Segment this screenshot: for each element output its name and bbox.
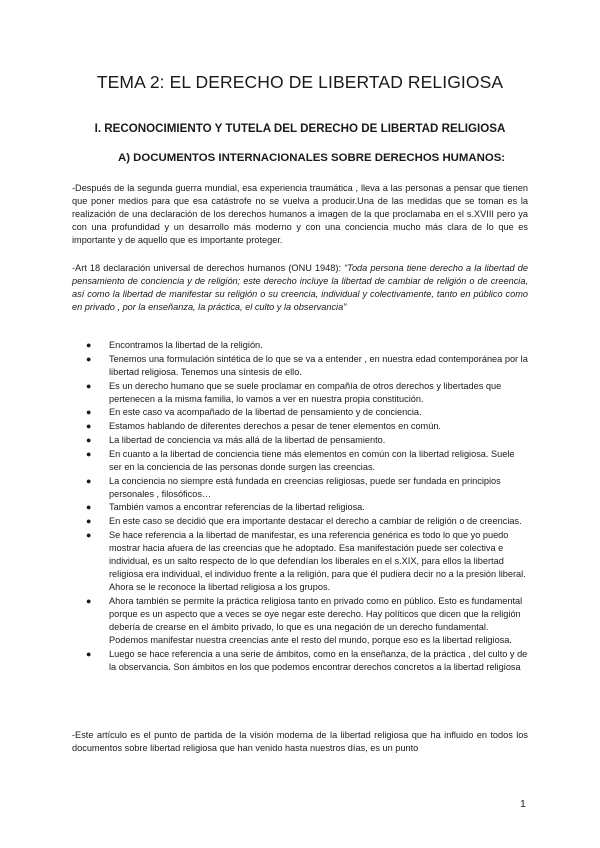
bullet-icon: ● [86,529,92,540]
page-number: 1 [520,798,526,810]
bullet-icon: ● [86,421,92,432]
bullet-icon: ● [86,407,92,418]
document-title: TEMA 2: EL DERECHO DE LIBERTAD RELIGIOSA [96,72,504,92]
list-item-text: Encontramos la libertad de la religión. [109,340,263,350]
list-item [72,475,528,501]
list-item [72,595,528,647]
bullet-list [72,339,528,674]
list-item-text: En cuanto a la libertad de conciencia tiene más elementos en común con la libertad religiosa. Suele ser en la conciencia de las personas donde surgen las creencias. [109,448,515,472]
paragraph-closing: -Este artículo es el punto de partida de la visión moderna de la libertad religiosa que ha influido en todos los documentos sobre libertad religiosa que han venido hasta nuestros días, es un punto [72,730,528,753]
list-item [72,353,528,379]
bullet-icon: ● [86,502,92,513]
bullet-icon: ● [86,648,92,659]
list-item-text: La conciencia no siempre está fundada en creencias religiosas, puede ser fundada en principios personales , filosóficos… [109,475,501,499]
list-item-text: Se hace referencia a la libertad de manifestar, es una referencia genérica es todo lo que yo puedo mostrar hacia afuera de las creencias que he adoptado. Esa manifestación puede ser colectiva e individual, es un salto respecto de lo que defendían los liberales en el s.XIX, para ellos la libertad religiosa era individual, el individuo frente a la religión, para que él pudiera decir no a la presión liberal. Ahora se le reconoce la libertad religiosa a los grupos. [109,529,526,592]
list-item [72,515,528,528]
article-quote: “Toda persona tiene derecho a la libertad de pensamiento de conciencia y de religión; este derecho incluye la libertad de cambiar de religión o de creencia, así como la libertad de manifestar su religión o su creencia, individual y colectivamente, tanto en público como en privado , por la enseñanza, la práctica, el culto y la observancia” [72,263,528,312]
section-heading: I. RECONOCIMIENTO Y TUTELA DEL DERECHO DE LIBERTAD RELIGIOSA [94,122,506,135]
bullet-icon: ● [86,434,92,445]
list-item-text: La libertad de conciencia va más allá de la libertad de pensamiento. [109,434,386,445]
list-item-text: Tenemos una formulación sintética de lo que se va a entender , en nuestra edad contemporánea por la libertad religiosa. Tenemos una síntesis de ello. [109,353,528,377]
paragraph-intro: -Después de la segunda guerra mundial, esa experiencia traumática , lleva a las personas a pensar que tienen que poner medios para que esa catástrofe no se vuelva a producir.Una de las medidas que se toman es la realización de una declaración de los derechos humanos a imagen de la que proclamaba en el s.XVIII pero ya con una profundidad y un desarrollo más moderno y con una conciencia mucho más clara de lo que es importante y de aquello que es importante proteger. [72,183,528,245]
list-item [72,529,528,594]
bullet-icon: ● [86,595,92,606]
list-item-text: También vamos a encontrar referencias de la libertad religiosa. [109,502,365,513]
list-item [72,380,528,406]
bullet-icon: ● [86,448,92,459]
list-item [72,501,528,514]
list-item [72,648,528,674]
list-item-text: Estamos hablando de diferentes derechos a pesar de tener elementos en común. [109,421,441,432]
list-item-text: Es un derecho humano que se suele proclamar en compañía de otros derechos y libertades que pertenecen a la misma familia, lo vamos a ver en nuestra propia constitución. [109,380,502,404]
list-item-text: Ahora también se permite la práctica religiosa tanto en privado como en público. Esto es fundamental porque es un aspecto que a veces se oye negar este derecho. Hay políticos que dicen que la religión debería de crearse en el ámbito privado, lo que es una negación de un derecho fundamental. Podemos manifestar nuestra creencias ante el resto del mundo, porque eso es la libertad religiosa. [109,595,523,645]
subsection-heading: A) DOCUMENTOS INTERNACIONALES SOBRE DERECHOS HUMANOS: [118,152,506,164]
list-item-text: Luego se hace referencia a una serie de ámbitos, como en la enseñanza, de la práctica , del culto y de la observancia. Son ámbitos en los que podemos encontrar derechos concretos a la libertad religiosa [109,648,528,672]
article-reference: -Art 18 declaración universal de derechos humanos (ONU 1948): [72,263,345,273]
bullet-icon: ● [86,340,92,350]
list-item-text: En este caso va acompañado de la libertad de pensamiento y de conciencia. [109,407,422,418]
bullet-icon: ● [86,353,92,364]
list-item [72,420,528,433]
paragraph-article-18 [72,262,528,314]
bullet-icon: ● [86,475,92,486]
list-item [72,406,528,419]
list-item [72,448,528,474]
list-item [72,434,528,447]
bullet-icon: ● [86,380,92,391]
bullet-icon: ● [86,516,92,527]
list-item [72,339,528,352]
list-item-text: En este caso se decidió que era importante destacar el derecho a cambiar de religión o de creencias. [109,516,522,527]
